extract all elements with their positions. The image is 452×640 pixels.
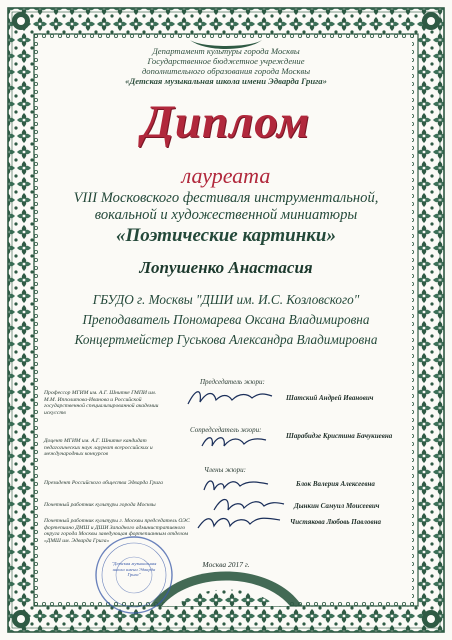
festival-name: «Поэтические картинки» (116, 225, 336, 246)
chair-role: Председатель жюри: (200, 378, 265, 386)
teacher-line: Преподаватель Пономарева Оксана Владимировна (82, 312, 370, 327)
member3-name: Чистякова Любовь Павловна (290, 518, 381, 526)
member1-description: Президент Российского общества Эдварда Грига (44, 480, 163, 486)
chair-description: Профессор МГИМ им. А.Г. Шнитке ГМПИ им. М.М. Ипполитова-Иванова и Российской государственной специализированной академии искусств (44, 390, 159, 416)
cochair-role: Сопредседатель жюри: (190, 426, 262, 434)
member3-signature (196, 510, 282, 536)
diploma-title: Диплом (141, 96, 311, 148)
header-line-2: Государственное бюджетное учреждение (147, 56, 305, 66)
stamp-text: "Детская музыкальная школа имени Эдварда Грига" (111, 561, 157, 578)
members-role: Члены жюри: (204, 466, 246, 474)
festival-line-2: вокальной и художественной миниатюры (94, 207, 358, 223)
header-line-4: «Детская музыкальная школа имени Эдварда Грига» (125, 76, 327, 86)
laureate-name: Лопушенко Анастасия (139, 258, 313, 277)
header-line-1: Департамент культуры города Москвы (152, 46, 300, 56)
cochair-name: Шарабидзе Кристина Бачукиевна (286, 432, 393, 440)
diploma-content (44, 44, 408, 600)
member2-name: Дынкин Самуил Моисеевич (294, 502, 380, 510)
chair-name: Шатский Андрей Иванович (286, 394, 374, 402)
cochair-signature (200, 430, 270, 452)
festival-line-1: VIII Московского фестиваля инструментальной, (73, 190, 379, 206)
member1-name: Блок Валерия Алексеевна (296, 480, 375, 488)
member3-description: Почетный работник культуры г. Москвы председатель ОЭС фортепиано ДМШ и ДШИ Западного административного округа города Москвы заведующая фортепианным отделом «ДМШ им. Эдварда Грига» (44, 518, 190, 544)
header-line-3: дополнительного образования города Москвы (141, 66, 311, 76)
footer-location-year: Москва 2017 г. (202, 560, 250, 569)
diploma-subtitle: лауреата (181, 163, 271, 188)
chair-signature (186, 384, 276, 410)
accompanist-line: Концертмейстер Гуськова Александра Владимировна (74, 332, 378, 347)
member2-description: Почетный работник культуры города Москвы (44, 502, 156, 508)
cochair-description: Доцент МГИМ им. А.Г. Шнитке кандидат педагогических наук лауреат всероссийских и международных конкурсов (44, 438, 153, 458)
school-line: ГБУДО г. Москвы "ДШИ им. И.С. Козловского" (92, 292, 360, 307)
